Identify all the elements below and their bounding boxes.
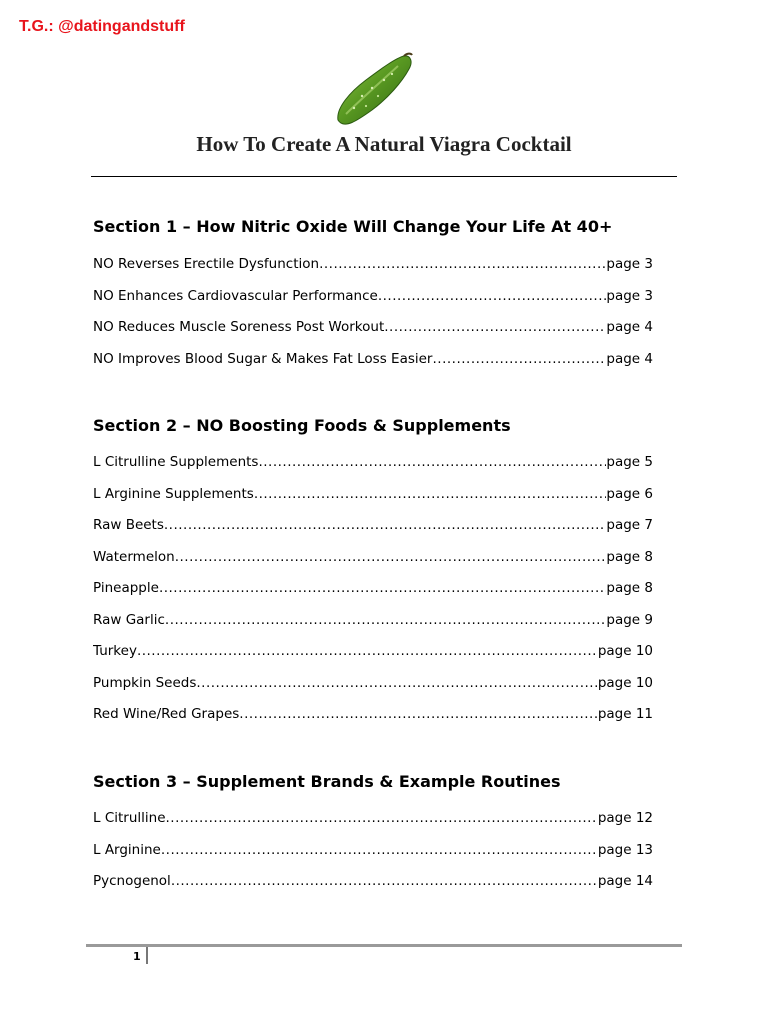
toc-section-2 (93, 415, 653, 736)
toc-entry (93, 610, 653, 642)
toc-entry (93, 547, 653, 579)
section-heading: Section 2 – NO Boosting Foods & Supplements (93, 416, 511, 435)
toc-entry (93, 286, 653, 318)
toc-entry (93, 871, 653, 903)
document-title: How To Create A Natural Viagra Cocktail (196, 132, 572, 156)
toc-section-3 (93, 771, 653, 903)
toc-entry-page: page 3 (606, 256, 653, 272)
page-number-separator (146, 947, 148, 964)
toc-entry-page: page 6 (606, 485, 653, 502)
dot-leader (137, 641, 598, 661)
toc-entry-label: NO Improves Blood Sugar & Makes Fat Loss Easier (93, 350, 433, 367)
toc-entry-label: L Citrulline Supplements (93, 454, 259, 470)
dot-leader (159, 578, 606, 598)
dot-leader (258, 452, 606, 472)
dot-leader (175, 547, 607, 567)
section-heading: Section 1 – How Nitric Oxide Will Change Your Life At 40+ (93, 217, 613, 236)
toc-entry (93, 704, 653, 736)
toc-entry-page: page 11 (597, 706, 653, 722)
toc-entry-page: page 8 (606, 548, 653, 565)
toc-entry-page: page 4 (606, 350, 653, 367)
footer-divider (86, 944, 682, 947)
toc-list (93, 808, 653, 903)
dot-leader (165, 610, 606, 630)
toc-entry-label: Raw Beets (93, 517, 164, 533)
dot-leader (384, 317, 606, 337)
dot-leader (378, 286, 607, 306)
toc-entry (93, 484, 653, 516)
toc-entry (93, 317, 653, 349)
toc-entry (93, 254, 653, 286)
toc-entry-page: page 4 (606, 319, 653, 335)
toc-entry-page: page 8 (606, 580, 653, 596)
toc-entry-label: Turkey (93, 643, 137, 659)
dot-leader (432, 349, 606, 369)
toc-entry-page: page 10 (597, 674, 653, 691)
toc-entry (93, 641, 653, 673)
dot-leader (319, 254, 606, 274)
dot-leader (196, 673, 597, 693)
dot-leader (166, 808, 598, 828)
toc-entry-page: page 3 (606, 287, 653, 304)
toc-entry-page: page 10 (597, 643, 653, 659)
toc-section-1 (93, 216, 653, 380)
dot-leader (254, 484, 607, 504)
toc-entry-label: Pumpkin Seeds (93, 674, 197, 691)
toc-entry-label: Pineapple (93, 580, 159, 596)
toc-list (93, 452, 653, 736)
toc-entry (93, 515, 653, 547)
title-divider (91, 176, 677, 177)
dot-leader (164, 515, 607, 535)
toc-entry-label: Red Wine/Red Grapes (93, 706, 240, 722)
toc-entry-label: Raw Garlic (93, 611, 165, 628)
toc-entry-label: L Arginine Supplements (93, 485, 254, 502)
toc-entry-label: NO Reduces Muscle Soreness Post Workout (93, 319, 385, 335)
toc-entry-page: page 13 (597, 841, 653, 858)
toc-entry-label: L Citrulline (93, 810, 166, 826)
page-number: 1 (133, 950, 141, 963)
toc-entry-page: page 12 (597, 810, 653, 826)
toc-entry-page: page 7 (606, 517, 653, 533)
toc-entry (93, 673, 653, 705)
dot-leader (161, 840, 598, 860)
toc-entry-label: NO Reverses Erectile Dysfunction (93, 256, 320, 272)
dot-leader (239, 704, 598, 724)
toc-entry (93, 808, 653, 840)
toc-entry (93, 840, 653, 872)
toc-entry-label: NO Enhances Cardiovascular Performance (93, 287, 378, 304)
toc-entry-page: page 14 (597, 873, 653, 889)
toc-list (93, 254, 653, 380)
toc-entry-label: Pycnogenol (93, 873, 171, 889)
section-heading: Section 3 – Supplement Brands & Example Routines (93, 772, 561, 791)
dot-leader (171, 871, 598, 891)
cucumber-image (332, 52, 414, 132)
watermark-text: T.G.: @datingandstuff (19, 18, 185, 35)
toc-entry-page: page 9 (606, 611, 653, 628)
toc-entry-page: page 5 (606, 454, 653, 470)
toc-entry-label: Watermelon (93, 548, 175, 565)
toc-entry (93, 349, 653, 381)
toc-entry (93, 578, 653, 610)
toc-entry-label: L Arginine (93, 841, 161, 858)
toc-entry (93, 452, 653, 484)
